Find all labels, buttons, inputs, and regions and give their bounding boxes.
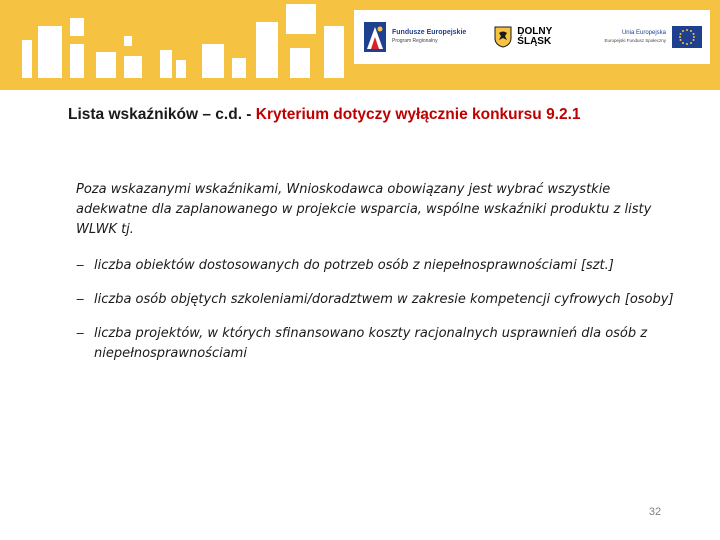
decorative-square <box>124 56 142 78</box>
slide-title <box>68 106 708 124</box>
decorative-square <box>22 40 32 78</box>
indicator-list <box>76 256 686 364</box>
list-item <box>76 324 686 364</box>
decorative-square <box>176 60 186 78</box>
decorative-square <box>160 50 172 78</box>
header-banner <box>0 0 720 90</box>
decorative-square <box>232 58 246 78</box>
decorative-square <box>96 52 116 78</box>
ds-name-line2: ŚLĄSK <box>517 36 552 47</box>
decorative-square <box>124 36 132 46</box>
intro-paragraph: Poza wskazanymi wskaźnikami, Wnioskodawca obowiązany jest wybrać wszystkie adekwatne dla zaplanowanego w projekcie wsparcia, wspólne wskaźniki produktu z listy WLWK tj. <box>76 182 652 237</box>
decorative-square <box>256 22 278 78</box>
dolny-slask-logo <box>494 26 552 48</box>
slide-title-accent: Kryterium dotyczy wyłącznie konkursu 9.2.1 <box>255 106 581 123</box>
logos-strip <box>354 10 710 64</box>
fundusze-europejskie-emblem-icon <box>364 22 386 52</box>
decorative-square <box>70 44 84 78</box>
slide-title-main: Lista wskaźników – c.d. - <box>68 106 256 123</box>
list-item <box>76 256 686 276</box>
list-item-text: liczba obiektów dostosowanych do potrzeb osób z niepełnosprawnościami [szt.] <box>94 258 614 273</box>
unia-europejska-logo <box>604 26 702 48</box>
decorative-square <box>202 44 224 78</box>
list-bullet: ‒ <box>76 326 85 341</box>
coat-of-arms-icon <box>494 26 512 48</box>
eu-name: Unia Europejska <box>621 30 666 36</box>
fe-name: Fundusze Europejskie <box>392 29 467 36</box>
eu-subtitle: Europejski Fundusz Społeczny <box>604 38 666 43</box>
eu-flag-icon <box>672 26 702 48</box>
list-item-text: liczba projektów, w których sfinansowano koszty racjonalnych usprawnień dla osób z niepełnosprawnościami <box>94 326 648 361</box>
list-item-text: liczba osób objętych szkoleniami/doradztwem w zakresie kompetencji cyfrowych [osoby] <box>94 292 674 307</box>
list-item <box>76 290 686 310</box>
page-number: 32 <box>648 506 662 518</box>
decorative-square <box>38 26 62 78</box>
decorative-square <box>324 26 344 78</box>
fundusze-europejskie-logo <box>364 22 466 52</box>
fe-subtitle: Program Regionalny <box>392 38 438 44</box>
list-bullet: ‒ <box>76 292 85 307</box>
decorative-square <box>286 4 316 34</box>
decorative-square <box>70 18 84 36</box>
slide-body <box>76 180 686 378</box>
ds-name-line1: DOLNY <box>517 26 553 37</box>
decorative-square <box>290 48 310 78</box>
list-bullet: ‒ <box>76 258 85 273</box>
